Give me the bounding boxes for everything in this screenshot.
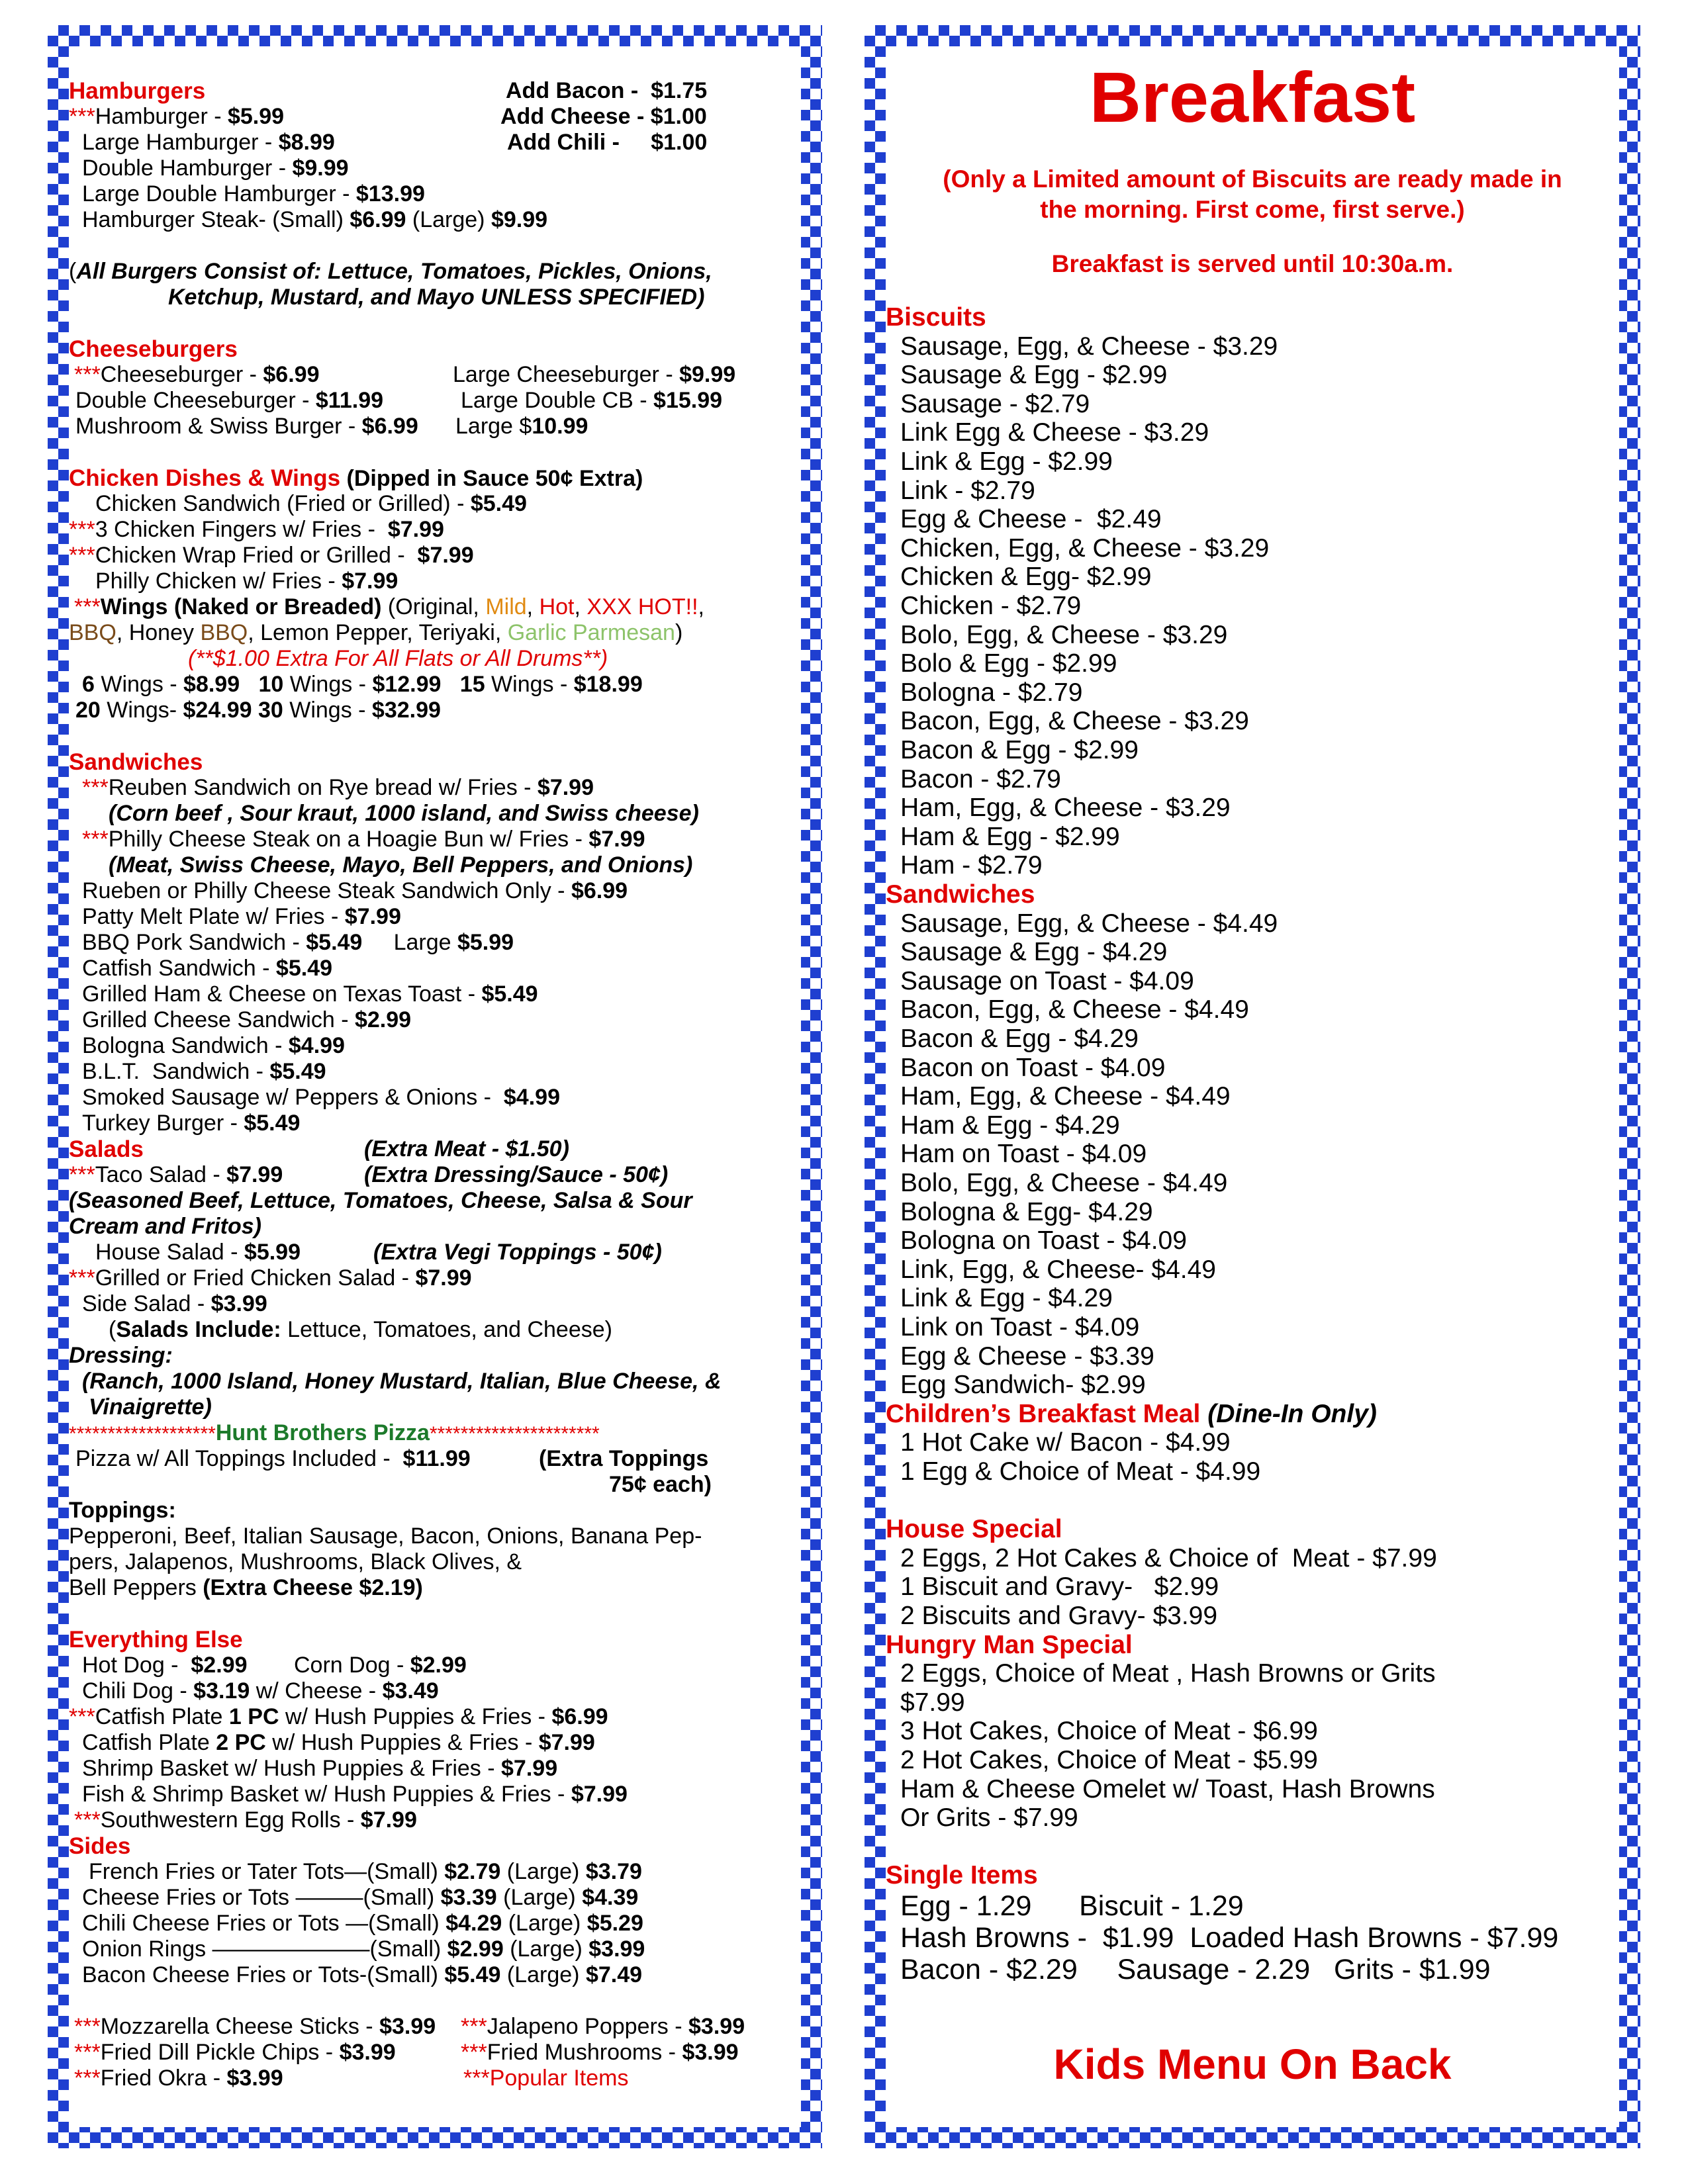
menu-item: Large $10.99 — [455, 414, 588, 439]
menu-item: ***Mozzarella Cheese Sticks - $3.99 — [74, 2014, 436, 2039]
sandwiches-heading: Sandwiches — [69, 749, 203, 775]
menu-item: Sausage, Egg, & Cheese - $3.29 — [900, 332, 1278, 361]
menu-item: Ham on Toast - $4.09 — [900, 1140, 1147, 1168]
menu-item: Pizza w/ All Toppings Included - $11.99 — [75, 1446, 471, 1471]
menu-item: Catfish Plate 2 PC w/ Hush Puppies & Fries - $7.99 — [82, 1730, 595, 1755]
menu-item: Bologna & Egg- $4.29 — [900, 1198, 1153, 1226]
menu-item: Philly Chicken w/ Fries - $7.99 — [95, 569, 399, 594]
menu-item: ***Fried Mushrooms - $3.99 — [461, 2040, 739, 2065]
section-heading: Single Items — [886, 1861, 1038, 1889]
section-heading: Sandwiches — [886, 880, 1035, 909]
menu-item: Grilled Cheese Sandwich - $2.99 — [82, 1007, 412, 1032]
section-heading: Hungry Man Special — [886, 1631, 1133, 1659]
menu-item: Bolo, Egg, & Cheese - $3.29 — [900, 621, 1228, 649]
menu-item: Patty Melt Plate w/ Fries - $7.99 — [82, 904, 401, 929]
menu-item: Large Cheeseburger - $9.99 — [453, 362, 736, 387]
menu-item: ***Fried Dill Pickle Chips - $3.99 — [74, 2040, 396, 2065]
salads-include: (Salads Include: Lettuce, Tomatoes, and Cheese) — [109, 1317, 612, 1342]
menu-item: Bacon & Egg - $2.99 — [900, 736, 1139, 764]
menu-item: ***Grilled or Fried Chicken Salad - $7.99 — [69, 1265, 472, 1291]
menu-item: Hash Browns - $1.99 Loaded Hash Browns - $7.99 — [900, 1922, 1559, 1954]
breakfast-menu-content — [886, 46, 1619, 2127]
menu-item: Bacon - $2.79 — [900, 765, 1061, 794]
menu-item: Chicken - $2.79 — [900, 592, 1082, 620]
everything-else-heading: Everything Else — [69, 1627, 243, 1653]
menu-item: Bologna on Toast - $4.09 — [900, 1226, 1187, 1255]
menu-item: Sausage - $2.79 — [900, 390, 1090, 418]
menu-item: Large Double CB - $15.99 — [461, 388, 723, 413]
menu-item: Catfish Sandwich - $5.49 — [82, 956, 332, 981]
wings-flavors: BBQ, Honey BBQ, Lemon Pepper, Teriyaki, Garlic Parmesan) — [69, 620, 683, 645]
add-cheese: Add Cheese - $1.00 — [500, 104, 707, 129]
menu-item: 2 Eggs, 2 Hot Cakes & Choice of Meat - $7.99 — [900, 1544, 1437, 1572]
extra-toppings-2: 75¢ each) — [609, 1472, 712, 1497]
menu-item: Link Egg & Cheese - $3.29 — [900, 418, 1209, 447]
menu-item: Bolo & Egg - $2.99 — [900, 649, 1117, 678]
menu-item: Double Hamburger - $9.99 — [82, 156, 349, 181]
reuben-note: (Corn beef , Sour kraut, 1000 island, and Swiss cheese) — [109, 801, 699, 826]
menu-item: Link & Egg - $2.99 — [900, 447, 1113, 476]
menu-item: Side Salad - $3.99 — [82, 1291, 267, 1316]
menu-item: Ham - $2.79 — [900, 851, 1043, 880]
menu-item: Chicken Sandwich (Fried or Grilled) - $5.49 — [95, 491, 527, 516]
menu-item: BBQ Pork Sandwich - $5.49 Large $5.99 — [82, 930, 514, 955]
menu-item: ***Catfish Plate 1 PC w/ Hush Puppies & Fries - $6.99 — [69, 1704, 608, 1729]
menu-item: Smoked Sausage w/ Peppers & Onions - $4.99 — [82, 1085, 560, 1110]
menu-item: Grilled Ham & Cheese on Texas Toast - $5.49 — [82, 981, 538, 1007]
menu-item: Bologna - $2.79 — [900, 678, 1083, 707]
menu-item: ***Jalapeno Poppers - $3.99 — [461, 2014, 745, 2039]
section-heading: Children’s Breakfast Meal (Dine-In Only) — [886, 1400, 1377, 1428]
menu-item: Bacon Cheese Fries or Tots-(Small) $5.49 (Large) $7.49 — [82, 1962, 643, 1987]
wing-prices-1: 6 Wings - $8.99 10 Wings - $12.99 15 Wings - $18.99 — [82, 672, 643, 697]
menu-item: ***Taco Salad - $7.99 — [69, 1162, 283, 1187]
menu-item: Hot Dog - $2.99 — [82, 1653, 248, 1678]
menu-item: French Fries or Tater Tots—(Small) $2.79 (Large) $3.79 — [89, 1859, 642, 1884]
menu-item: Bologna Sandwich - $4.99 — [82, 1033, 345, 1058]
menu-item: ***Cheeseburger - $6.99 — [74, 362, 320, 387]
popular-items-note: ***Popular Items — [463, 2066, 629, 2091]
menu-item: ***Philly Cheese Steak on a Hoagie Bun w/ Fries - $7.99 — [82, 827, 645, 852]
menu-item: Chili Dog - $3.19 w/ Cheese - $3.49 — [82, 1678, 439, 1704]
biscuit-notice: (Only a Limited amount of Biscuits are ready made in — [943, 165, 1562, 193]
pizza-heading: *******************Hunt Brothers Pizza********************** — [69, 1420, 600, 1445]
menu-item: Bacon, Egg, & Cheese - $3.29 — [900, 707, 1249, 735]
menu-item: $7.99 — [900, 1688, 965, 1717]
menu-item: Link & Egg - $4.29 — [900, 1284, 1113, 1312]
dressing-list: (Ranch, 1000 Island, Honey Mustard, Italian, Blue Cheese, & — [82, 1369, 722, 1394]
menu-item: Bacon & Egg - $4.29 — [900, 1024, 1139, 1053]
section-heading: House Special — [886, 1515, 1062, 1543]
philly-note: (Meat, Swiss Cheese, Mayo, Bell Peppers, and Onions) — [109, 852, 693, 878]
menu-item: Egg - 1.29 Biscuit - 1.29 — [900, 1890, 1244, 1922]
salads-heading: Salads — [69, 1136, 144, 1162]
menu-item: Hamburger Steak- (Small) $6.99 (Large) $9.99 — [82, 207, 548, 232]
menu-item: ***3 Chicken Fingers w/ Fries - $7.99 — [69, 517, 444, 542]
menu-item: Egg & Cheese - $3.39 — [900, 1342, 1154, 1371]
menu-item: ***Fried Okra - $3.99 — [74, 2066, 283, 2091]
menu-item: Bacon on Toast - $4.09 — [900, 1054, 1166, 1082]
menu-item: ***Chicken Wrap Fried or Grilled - $7.99 — [69, 543, 474, 568]
burger-note-2: Ketchup, Mustard, and Mayo UNLESS SPECIFIED) — [168, 285, 705, 310]
left-menu-content — [69, 46, 801, 2127]
menu-item: 1 Egg & Choice of Meat - $4.99 — [900, 1457, 1261, 1486]
kids-menu-note: Kids Menu On Back — [1053, 2040, 1452, 2088]
menu-item: Link - $2.79 — [900, 477, 1035, 505]
sides-heading: Sides — [69, 1833, 131, 1859]
menu-item: Egg & Cheese - $2.49 — [900, 505, 1162, 533]
menu-item: 2 Biscuits and Gravy- $3.99 — [900, 1602, 1218, 1630]
menu-item: ***Hamburger - $5.99 — [69, 104, 285, 129]
left-menu-panel — [48, 25, 822, 2148]
wing-prices-2: 20 Wings- $24.99 30 Wings - $32.99 — [75, 698, 441, 723]
add-chili: Add Chili - $1.00 — [507, 130, 708, 155]
menu-item: Large Double Hamburger - $13.99 — [82, 181, 425, 206]
biscuit-notice-2: the morning. First come, first serve.) — [1040, 196, 1465, 223]
menu-item: Ham & Egg - $2.99 — [900, 823, 1120, 851]
menu-item: Ham & Cheese Omelet w/ Toast, Hash Browns — [900, 1775, 1435, 1803]
menu-item: Mushroom & Swiss Burger - $6.99 — [75, 414, 418, 439]
cheeseburgers-heading: Cheeseburgers — [69, 336, 238, 362]
menu-item: Large Hamburger - $8.99 — [82, 130, 335, 155]
wings-line: ***Wings (Naked or Breaded) (Original, Mild, Hot, XXX HOT!!, — [74, 594, 704, 619]
menu-item: Bacon, Egg, & Cheese - $4.49 — [900, 995, 1249, 1024]
taco-note: (Seasoned Beef, Lettuce, Tomatoes, Cheese, Salsa & Sour — [69, 1188, 692, 1213]
menu-item: Ham, Egg, & Cheese - $3.29 — [900, 794, 1231, 822]
menu-item: Chicken, Egg, & Cheese - $3.29 — [900, 534, 1270, 563]
menu-item: Sausage & Egg - $2.99 — [900, 361, 1168, 389]
menu-item: Chicken & Egg- $2.99 — [900, 563, 1152, 591]
toppings-label: Toppings: — [69, 1498, 176, 1523]
menu-item: Sausage, Egg, & Cheese - $4.49 — [900, 909, 1278, 938]
menu-item: B.L.T. Sandwich - $5.49 — [82, 1059, 326, 1084]
menu-item: 2 Eggs, Choice of Meat , Hash Browns or Grits — [900, 1659, 1436, 1688]
menu-item: ***Reuben Sandwich on Rye bread w/ Fries - $7.99 — [82, 775, 594, 800]
toppings-list-3: Bell Peppers (Extra Cheese $2.19) — [69, 1575, 423, 1600]
extra-dressing: (Extra Dressing/Sauce - 50¢) — [364, 1162, 669, 1187]
menu-item: Egg Sandwich- $2.99 — [900, 1371, 1146, 1399]
menu-item: Turkey Burger - $5.49 — [82, 1111, 301, 1136]
breakfast-menu-panel — [865, 25, 1640, 2148]
menu-item: Corn Dog - $2.99 — [294, 1653, 467, 1678]
menu-item: Link on Toast - $4.09 — [900, 1313, 1140, 1342]
dressing-list-2: Vinaigrette) — [89, 1394, 212, 1420]
chicken-heading: Chicken Dishes & Wings (Dipped in Sauce 50¢ Extra) — [69, 465, 643, 491]
menu-item: Onion Rings ———————(Small) $2.99 (Large) $3.99 — [82, 1936, 645, 1962]
toppings-list: Pepperoni, Beef, Italian Sausage, Bacon, Onions, Banana Pep- — [69, 1524, 702, 1549]
menu-item: Ham, Egg, & Cheese - $4.49 — [900, 1082, 1231, 1111]
extra-meat: (Extra Meat - $1.50) — [364, 1136, 569, 1161]
menu-item: Double Cheeseburger - $11.99 — [75, 388, 384, 413]
menu-item: Bolo, Egg, & Cheese - $4.49 — [900, 1169, 1228, 1197]
wings-extra-note: (**$1.00 Extra For All Flats or All Drums**) — [188, 646, 608, 671]
menu-item: 1 Hot Cake w/ Bacon - $4.99 — [900, 1428, 1231, 1457]
add-bacon: Add Bacon - $1.75 — [506, 78, 708, 103]
burger-note: (All Burgers Consist of: Lettuce, Tomatoes, Pickles, Onions, — [69, 259, 712, 284]
menu-item: Or Grits - $7.99 — [900, 1803, 1078, 1832]
toppings-list-2: pers, Jalapenos, Mushrooms, Black Olives, & — [69, 1549, 522, 1574]
menu-item: Sausage on Toast - $4.09 — [900, 967, 1194, 995]
menu-item: ***Southwestern Egg Rolls - $7.99 — [74, 1807, 417, 1833]
dressing-label: Dressing: — [69, 1343, 173, 1368]
menu-item: Bacon - $2.29 Sausage - 2.29 Grits - $1.99 — [900, 1954, 1491, 1985]
hamburgers-heading: Hamburgers — [69, 78, 206, 104]
section-heading: Biscuits — [886, 303, 986, 332]
menu-item: Sausage & Egg - $4.29 — [900, 938, 1168, 966]
menu-item: Cheese Fries or Tots ———(Small) $3.39 (Large) $4.39 — [82, 1885, 639, 1910]
menu-item: Rueben or Philly Cheese Steak Sandwich Only - $6.99 — [82, 878, 628, 903]
menu-item: Ham & Egg - $4.29 — [900, 1111, 1120, 1140]
menu-item: 1 Biscuit and Gravy- $2.99 — [900, 1572, 1219, 1601]
menu-item: Fish & Shrimp Basket w/ Hush Puppies & Fries - $7.99 — [82, 1782, 628, 1807]
extra-vegi: (Extra Vegi Toppings - 50¢) — [373, 1240, 662, 1265]
menu-item: 2 Hot Cakes, Choice of Meat - $5.99 — [900, 1746, 1318, 1774]
menu-item: 3 Hot Cakes, Choice of Meat - $6.99 — [900, 1717, 1318, 1745]
taco-note-2: Cream and Fritos) — [69, 1214, 261, 1239]
menu-item: Link, Egg, & Cheese- $4.49 — [900, 1255, 1216, 1284]
breakfast-hours: Breakfast is served until 10:30a.m. — [1051, 250, 1454, 277]
breakfast-title: Breakfast — [1089, 57, 1416, 137]
menu-item: House Salad - $5.99 — [95, 1240, 301, 1265]
menu-item: Shrimp Basket w/ Hush Puppies & Fries - $7.99 — [82, 1756, 558, 1781]
extra-toppings: (Extra Toppings — [539, 1446, 709, 1471]
menu-item: Chili Cheese Fries or Tots —(Small) $4.29 (Large) $5.29 — [82, 1911, 643, 1936]
